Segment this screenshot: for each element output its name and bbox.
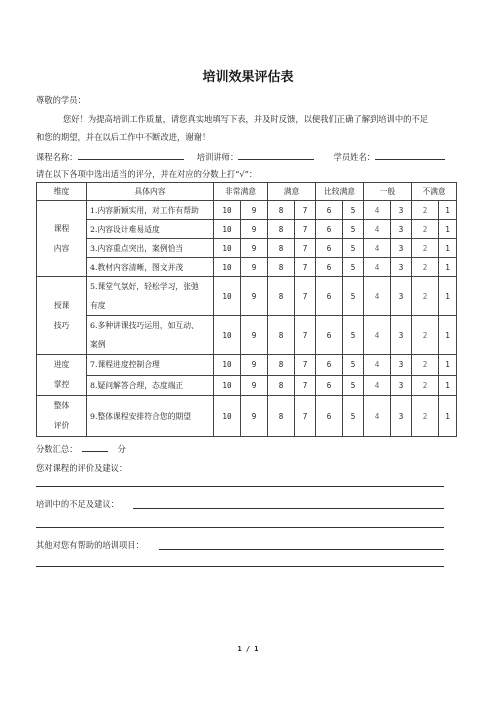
shortcomings-label: 培训中的不足及建议：	[36, 499, 119, 509]
score-option[interactable]: 6	[316, 316, 343, 355]
score-option[interactable]: 4	[364, 396, 391, 437]
dimension-cell	[37, 277, 87, 355]
score-option[interactable]: 2	[412, 201, 439, 220]
score-option[interactable]: 1	[439, 258, 457, 277]
score-option[interactable]: 5	[343, 396, 364, 437]
score-summary	[36, 442, 126, 455]
item-content	[87, 396, 214, 437]
item-content	[87, 355, 214, 376]
intro-line-1: 您好！为提高培训工作质量，请您真实地填写下表，并及时反馈，以便我们正确了解到培训中的不足	[63, 114, 429, 124]
score-option[interactable]: 10	[214, 258, 241, 277]
other-training-line[interactable]	[159, 549, 444, 550]
score-option[interactable]: 5	[343, 201, 364, 220]
dimension-label-1: 进度	[53, 360, 70, 369]
score-option[interactable]: 5	[343, 258, 364, 277]
score-option[interactable]: 7	[295, 375, 316, 396]
score-option[interactable]: 8	[268, 355, 295, 376]
item-text: 4.教材内容清晰，图文并茂	[90, 262, 184, 272]
score-option[interactable]: 3	[391, 375, 412, 396]
score-option[interactable]: 7	[295, 277, 316, 316]
score-option[interactable]: 2	[412, 258, 439, 277]
score-option[interactable]: 7	[295, 201, 316, 220]
score-option[interactable]: 1	[439, 316, 457, 355]
item-text: 8.疑问解答合理，态度端正	[90, 380, 184, 390]
student-name-field[interactable]	[375, 150, 445, 160]
shortcomings-line-2[interactable]	[36, 527, 444, 528]
score-option[interactable]: 7	[295, 396, 316, 437]
score-option[interactable]: 5	[343, 220, 364, 239]
student-name-label: 学员姓名：	[333, 152, 376, 162]
dimension-label-2: 技巧	[53, 320, 70, 330]
score-option[interactable]: 3	[391, 355, 412, 376]
score-option[interactable]: 8	[268, 220, 295, 239]
score-option[interactable]: 3	[391, 258, 412, 277]
table-row	[37, 277, 457, 316]
dimension-cell	[37, 355, 87, 396]
header-unsatisfied: 不满意	[412, 183, 457, 201]
score-option[interactable]: 5	[343, 239, 364, 258]
other-training-line-2[interactable]	[36, 566, 444, 567]
score-option[interactable]: 4	[364, 220, 391, 239]
item-text: 9.整体课程安排符合您的期望	[90, 411, 192, 421]
score-option[interactable]: 10	[214, 277, 241, 316]
score-option[interactable]: 1	[439, 277, 457, 316]
item-text: 5.课堂气氛好，轻松学习，张弛	[90, 282, 199, 291]
evaluation-table	[36, 182, 457, 437]
dimension-label-1: 整体	[53, 401, 70, 410]
score-option[interactable]: 7	[295, 220, 316, 239]
header-very-satisfied: 非常满意	[214, 183, 268, 201]
course-name-label: 课程名称：	[36, 152, 78, 162]
table-row	[37, 375, 457, 396]
table-row	[37, 220, 457, 239]
dimension-label-2: 掌控	[53, 380, 70, 389]
dimension-label-2: 评价	[53, 421, 70, 430]
score-option[interactable]: 1	[439, 396, 457, 437]
score-option[interactable]: 10	[214, 355, 241, 376]
greeting: 尊敬的学员：	[36, 95, 86, 105]
score-option[interactable]: 9	[241, 239, 268, 258]
score-option[interactable]: 3	[391, 396, 412, 437]
item-content	[87, 239, 214, 258]
score-option[interactable]: 2	[412, 239, 439, 258]
score-option[interactable]: 1	[439, 201, 457, 220]
item-text: 2.内容设计难易适度	[90, 224, 160, 234]
score-option[interactable]: 9	[241, 396, 268, 437]
table-row	[37, 258, 457, 277]
score-option[interactable]: 9	[241, 258, 268, 277]
dimension-label-2: 内容	[53, 243, 70, 253]
score-option[interactable]: 3	[391, 220, 412, 239]
dimension-label-1: 课程	[53, 223, 70, 233]
score-option[interactable]: 8	[268, 277, 295, 316]
score-option[interactable]: 1	[439, 375, 457, 396]
score-option[interactable]: 7	[295, 258, 316, 277]
suggestions-label: 您对课程的评价及建议：	[36, 463, 128, 473]
score-option[interactable]: 4	[364, 375, 391, 396]
score-option[interactable]: 7	[295, 355, 316, 376]
score-option[interactable]: 6	[316, 239, 343, 258]
score-option[interactable]: 8	[268, 396, 295, 437]
dimension-cell	[37, 396, 87, 437]
score-option[interactable]: 5	[343, 375, 364, 396]
score-option[interactable]: 3	[391, 201, 412, 220]
score-option[interactable]: 2	[412, 396, 439, 437]
score-option[interactable]: 8	[268, 201, 295, 220]
score-option[interactable]: 2	[412, 375, 439, 396]
item-content	[87, 258, 214, 277]
score-option[interactable]: 7	[295, 239, 316, 258]
table-row	[37, 239, 457, 258]
score-option[interactable]: 8	[268, 316, 295, 355]
item-text-continued: 有度	[90, 301, 106, 310]
item-text: 6.多种讲课技巧运用，如互动、	[90, 321, 199, 330]
other-training-label: 其他对您有帮助的培训项目：	[36, 540, 144, 550]
table-header-row	[37, 183, 457, 201]
score-option[interactable]: 4	[364, 277, 391, 316]
table-row	[37, 396, 457, 437]
score-option[interactable]: 5	[343, 355, 364, 376]
score-option[interactable]: 2	[412, 316, 439, 355]
item-content	[87, 316, 214, 355]
document-title: 培训效果评估表	[202, 70, 294, 85]
shortcomings-row	[36, 498, 119, 510]
item-content	[87, 220, 214, 239]
item-content	[87, 277, 214, 316]
info-row	[36, 150, 445, 163]
item-text: 3.内容重点突出，案例恰当	[90, 243, 184, 253]
score-option[interactable]: 10	[214, 239, 241, 258]
score-option[interactable]: 6	[316, 375, 343, 396]
score-option[interactable]: 8	[268, 375, 295, 396]
score-option[interactable]: 4	[364, 239, 391, 258]
score-option[interactable]: 6	[316, 201, 343, 220]
score-option[interactable]: 6	[316, 258, 343, 277]
header-fairly-satisfied: 比较满意	[316, 183, 364, 201]
score-option[interactable]: 6	[316, 277, 343, 316]
score-option[interactable]: 1	[439, 239, 457, 258]
score-option[interactable]: 2	[412, 355, 439, 376]
score-option[interactable]: 6	[316, 355, 343, 376]
shortcomings-line[interactable]	[133, 508, 444, 509]
header-dimension: 维度	[37, 183, 87, 201]
item-content	[87, 375, 214, 396]
score-option[interactable]: 5	[343, 277, 364, 316]
score-option[interactable]: 3	[391, 239, 412, 258]
dimension-cell	[37, 201, 87, 277]
page-number: 1 / 1	[237, 645, 259, 653]
score-unit: 分	[117, 444, 126, 454]
table-row	[37, 316, 457, 355]
suggestions-line[interactable]	[36, 486, 444, 487]
intro-line-2: 和您的期望，并在以后工作中不断改进，谢谢！	[36, 132, 211, 142]
course-name-field[interactable]	[78, 150, 184, 160]
score-option[interactable]: 9	[241, 316, 268, 355]
item-text: 7.课程进度控制合理	[90, 360, 160, 370]
score-option[interactable]: 10	[214, 201, 241, 220]
trainer-label: 培训讲师：	[196, 152, 239, 162]
score-summary-label: 分数汇总：	[36, 444, 78, 454]
score-option[interactable]: 10	[214, 316, 241, 355]
item-content	[87, 201, 214, 220]
score-option[interactable]: 8	[268, 258, 295, 277]
trainer-field[interactable]	[238, 150, 314, 160]
score-option[interactable]: 9	[241, 355, 268, 376]
score-option[interactable]: 6	[316, 220, 343, 239]
score-option[interactable]: 9	[241, 201, 268, 220]
item-text: 1.内容新颖实用，对工作有帮助	[90, 205, 199, 215]
score-option[interactable]: 9	[241, 277, 268, 316]
score-option[interactable]: 6	[316, 396, 343, 437]
score-option[interactable]: 10	[214, 396, 241, 437]
score-option[interactable]: 10	[214, 220, 241, 239]
score-option[interactable]: 2	[412, 220, 439, 239]
header-content: 具体内容	[87, 183, 214, 201]
score-option[interactable]: 4	[364, 258, 391, 277]
score-option[interactable]: 3	[391, 316, 412, 355]
instruction-text: 请在以下各项中选出适当的评分，并在对应的分数上打“√”：	[36, 169, 258, 179]
item-text-continued: 案例	[90, 340, 106, 349]
score-option[interactable]: 4	[364, 316, 391, 355]
score-option[interactable]: 1	[439, 355, 457, 376]
score-option[interactable]: 10	[214, 375, 241, 396]
score-summary-field[interactable]	[82, 442, 108, 452]
other-row	[36, 539, 144, 551]
score-option[interactable]: 9	[241, 375, 268, 396]
score-option[interactable]: 8	[268, 239, 295, 258]
score-option[interactable]: 4	[364, 355, 391, 376]
score-option[interactable]: 3	[391, 277, 412, 316]
score-option[interactable]: 1	[439, 220, 457, 239]
score-option[interactable]: 2	[412, 277, 439, 316]
score-option[interactable]: 9	[241, 220, 268, 239]
score-option[interactable]: 5	[343, 316, 364, 355]
table-row	[37, 355, 457, 376]
score-option[interactable]: 7	[295, 316, 316, 355]
table-row	[37, 201, 457, 220]
score-option[interactable]: 4	[364, 201, 391, 220]
header-average: 一般	[364, 183, 412, 201]
header-satisfied: 满意	[268, 183, 316, 201]
dimension-label-1: 授课	[53, 300, 70, 310]
